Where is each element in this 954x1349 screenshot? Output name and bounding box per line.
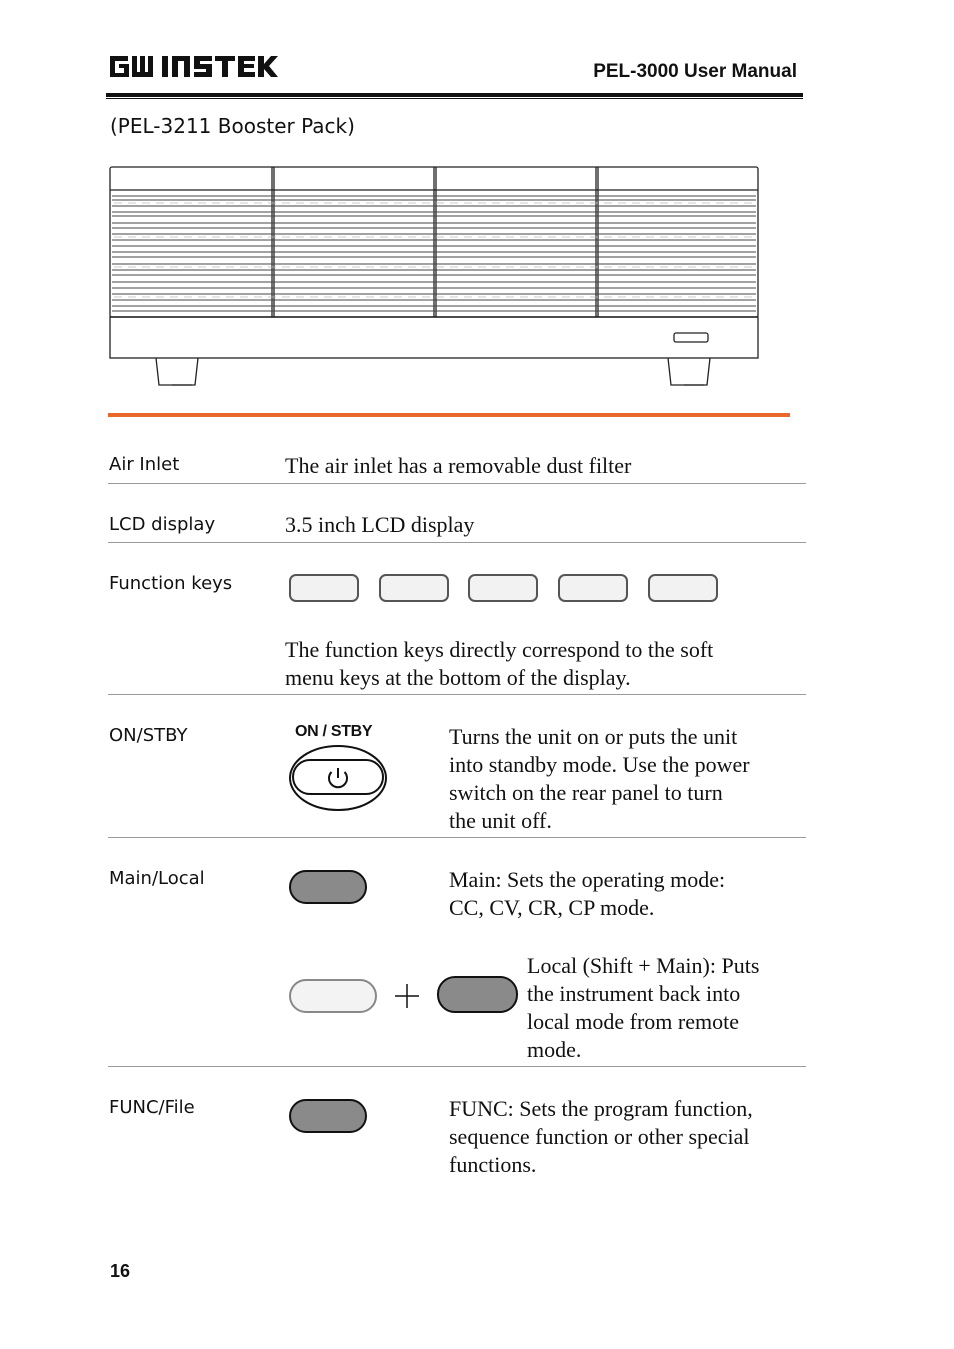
brand-logo (108, 52, 278, 86)
gw-instek-logo-icon (108, 52, 278, 82)
header-rule (106, 93, 803, 97)
function-key-f3[interactable] (468, 574, 538, 602)
shift-key[interactable] (289, 979, 377, 1013)
row-divider (108, 1066, 806, 1067)
label-func-file: FUNC/File (109, 1097, 195, 1118)
desc-function-keys-line2: menu keys at the bottom of the display. (285, 665, 631, 690)
page-number: 16 (110, 1261, 131, 1281)
on-stby-button[interactable] (288, 744, 388, 814)
desc-on-stby (449, 723, 750, 835)
desc-local-line: Local (Shift + Main): Puts (527, 953, 760, 978)
desc-air-inlet: The air inlet has a removable dust filter (285, 453, 632, 478)
label-on-stby: ON/STBY (109, 725, 188, 746)
row-divider (108, 483, 806, 484)
func-key[interactable] (289, 1099, 367, 1133)
main-key-combo[interactable] (437, 976, 518, 1013)
section-subtitle: (PEL-3211 Booster Pack) (110, 114, 355, 138)
section-accent-rule (108, 413, 790, 417)
desc-on-stby-line: Turns the unit on or puts the unit (449, 724, 738, 749)
row-divider (108, 837, 806, 838)
plus-icon (394, 983, 420, 1009)
desc-local (527, 952, 759, 1064)
label-air-inlet: Air Inlet (109, 454, 180, 475)
desc-local-line: the instrument back into (527, 981, 741, 1006)
desc-func-line: FUNC: Sets the program function, (449, 1096, 753, 1121)
row-divider (108, 694, 806, 695)
header-rule-thin (106, 98, 803, 99)
desc-local-line: mode. (527, 1037, 582, 1062)
desc-on-stby-line: switch on the rear panel to turn (449, 780, 723, 805)
label-main-local: Main/Local (109, 868, 205, 889)
row-divider (108, 542, 806, 543)
booster-pack-front-panel-illustration (100, 160, 770, 400)
desc-main-line: Main: Sets the operating mode: (449, 867, 726, 892)
desc-func-line: functions. (449, 1152, 537, 1177)
desc-func-line: sequence function or other special (449, 1124, 750, 1149)
desc-on-stby-line: the unit off. (449, 808, 552, 833)
function-key-f1[interactable] (289, 574, 359, 602)
desc-main-line: CC, CV, CR, CP mode. (449, 895, 655, 920)
label-function-keys: Function keys (109, 573, 233, 594)
desc-main (449, 866, 725, 922)
function-key-f4[interactable] (558, 574, 628, 602)
desc-local-line: local mode from remote (527, 1009, 739, 1034)
function-key-f5[interactable] (648, 574, 718, 602)
main-key[interactable] (289, 870, 367, 904)
manual-title: PEL-3000 User Manual (593, 61, 797, 82)
desc-function-keys-line1: The function keys directly correspond to the soft (285, 637, 714, 662)
desc-lcd-display: 3.5 inch LCD display (285, 512, 475, 537)
desc-func-file (449, 1095, 753, 1179)
function-key-f2[interactable] (379, 574, 449, 602)
on-stby-caption: ON / STBY (295, 723, 373, 740)
desc-on-stby-line: into standby mode. Use the power (449, 752, 750, 777)
label-lcd-display: LCD display (109, 514, 216, 535)
